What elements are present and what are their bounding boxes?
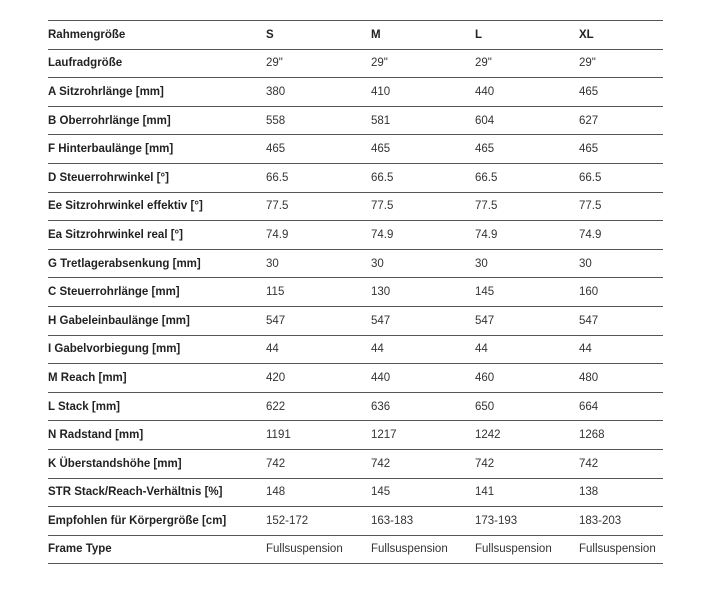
row-label: H Gabeleinbaulänge [mm]: [48, 306, 266, 335]
table-cell: 138: [579, 478, 663, 507]
table-cell: Fullsuspension: [475, 535, 579, 564]
header-frame-size: Rahmengröße: [48, 21, 266, 50]
table-cell: 742: [579, 449, 663, 478]
table-cell: 141: [475, 478, 579, 507]
table-cell: 547: [266, 306, 371, 335]
table-row: [48, 535, 663, 564]
table-cell: 66.5: [266, 163, 371, 192]
table-cell: 460: [475, 364, 579, 393]
table-cell: 152-172: [266, 507, 371, 536]
table-cell: 380: [266, 78, 371, 107]
table-cell: 74.9: [475, 221, 579, 250]
table-cell: 29": [475, 49, 579, 78]
table-row: [48, 221, 663, 250]
row-label: K Überstandshöhe [mm]: [48, 449, 266, 478]
table-row: [48, 163, 663, 192]
table-cell: 74.9: [579, 221, 663, 250]
table-cell: 465: [475, 135, 579, 164]
table-cell: 160: [579, 278, 663, 307]
table-cell: 44: [266, 335, 371, 364]
table-cell: 163-183: [371, 507, 475, 536]
table-cell: 742: [266, 449, 371, 478]
table-cell: 547: [579, 306, 663, 335]
table-cell: 604: [475, 106, 579, 135]
table-row: [48, 78, 663, 107]
row-label: STR Stack/Reach-Verhältnis [%]: [48, 478, 266, 507]
table-row: [48, 364, 663, 393]
table-row: [48, 392, 663, 421]
table-cell: 115: [266, 278, 371, 307]
row-label: B Oberrohrlänge [mm]: [48, 106, 266, 135]
table-row: [48, 335, 663, 364]
table-row: [48, 135, 663, 164]
table-row: [48, 421, 663, 450]
table-cell: 465: [371, 135, 475, 164]
table-cell: 480: [579, 364, 663, 393]
table-row: [48, 278, 663, 307]
table-cell: 77.5: [475, 192, 579, 221]
table-header: [48, 21, 663, 50]
table-cell: 465: [266, 135, 371, 164]
table-cell: 66.5: [475, 163, 579, 192]
table-cell: 77.5: [266, 192, 371, 221]
row-label: C Steuerrohrlänge [mm]: [48, 278, 266, 307]
row-label: I Gabelvorbiegung [mm]: [48, 335, 266, 364]
table-cell: 420: [266, 364, 371, 393]
table-row: [48, 249, 663, 278]
row-label: Frame Type: [48, 535, 266, 564]
table-cell: 30: [371, 249, 475, 278]
table-cell: 636: [371, 392, 475, 421]
table-cell: 66.5: [371, 163, 475, 192]
table-cell: 30: [579, 249, 663, 278]
table-cell: 183-203: [579, 507, 663, 536]
header-size-m: M: [371, 21, 475, 50]
table-row: [48, 449, 663, 478]
table-cell: 44: [579, 335, 663, 364]
table-cell: 148: [266, 478, 371, 507]
table-cell: 74.9: [371, 221, 475, 250]
table-cell: 1217: [371, 421, 475, 450]
row-label: L Stack [mm]: [48, 392, 266, 421]
header-size-l: L: [475, 21, 579, 50]
table-cell: 742: [475, 449, 579, 478]
row-label: Ee Sitzrohrwinkel effektiv [°]: [48, 192, 266, 221]
row-label: Empfohlen für Körpergröße [cm]: [48, 507, 266, 536]
table-row: [48, 478, 663, 507]
table-cell: 29": [579, 49, 663, 78]
table-cell: 410: [371, 78, 475, 107]
table-cell: 547: [475, 306, 579, 335]
table-row: [48, 192, 663, 221]
table-cell: 44: [371, 335, 475, 364]
table-cell: Fullsuspension: [579, 535, 663, 564]
table-cell: 29": [266, 49, 371, 78]
table-row: [48, 106, 663, 135]
table-cell: 1191: [266, 421, 371, 450]
table-cell: 44: [475, 335, 579, 364]
table-cell: Fullsuspension: [371, 535, 475, 564]
table-body: [48, 49, 663, 564]
table-cell: 627: [579, 106, 663, 135]
table-cell: 465: [579, 135, 663, 164]
table-cell: 440: [371, 364, 475, 393]
table-cell: 74.9: [266, 221, 371, 250]
row-label: G Tretlagerabsenkung [mm]: [48, 249, 266, 278]
table-cell: 77.5: [579, 192, 663, 221]
table-cell: 742: [371, 449, 475, 478]
table-cell: 145: [371, 478, 475, 507]
table-cell: 1268: [579, 421, 663, 450]
table-row: [48, 306, 663, 335]
table-cell: 173-193: [475, 507, 579, 536]
table-cell: 29": [371, 49, 475, 78]
table-cell: 77.5: [371, 192, 475, 221]
header-size-s: S: [266, 21, 371, 50]
table-cell: 622: [266, 392, 371, 421]
row-label: F Hinterbaulänge [mm]: [48, 135, 266, 164]
header-row: [48, 21, 663, 50]
table-cell: 30: [475, 249, 579, 278]
header-size-xl: XL: [579, 21, 663, 50]
table-cell: Fullsuspension: [266, 535, 371, 564]
table-cell: 145: [475, 278, 579, 307]
table-row: [48, 49, 663, 78]
table-cell: 581: [371, 106, 475, 135]
table-cell: 1242: [475, 421, 579, 450]
table-cell: 130: [371, 278, 475, 307]
table-cell: 547: [371, 306, 475, 335]
geometry-table: [48, 20, 663, 564]
row-label: N Radstand [mm]: [48, 421, 266, 450]
table-cell: 440: [475, 78, 579, 107]
table-cell: 66.5: [579, 163, 663, 192]
table-cell: 465: [579, 78, 663, 107]
table-cell: 30: [266, 249, 371, 278]
row-label: A Sitzrohrlänge [mm]: [48, 78, 266, 107]
row-label: D Steuerrohrwinkel [°]: [48, 163, 266, 192]
table-cell: 664: [579, 392, 663, 421]
table-cell: 558: [266, 106, 371, 135]
row-label: Ea Sitzrohrwinkel real [°]: [48, 221, 266, 250]
row-label: M Reach [mm]: [48, 364, 266, 393]
table-row: [48, 507, 663, 536]
table-cell: 650: [475, 392, 579, 421]
row-label: Laufradgröße: [48, 49, 266, 78]
